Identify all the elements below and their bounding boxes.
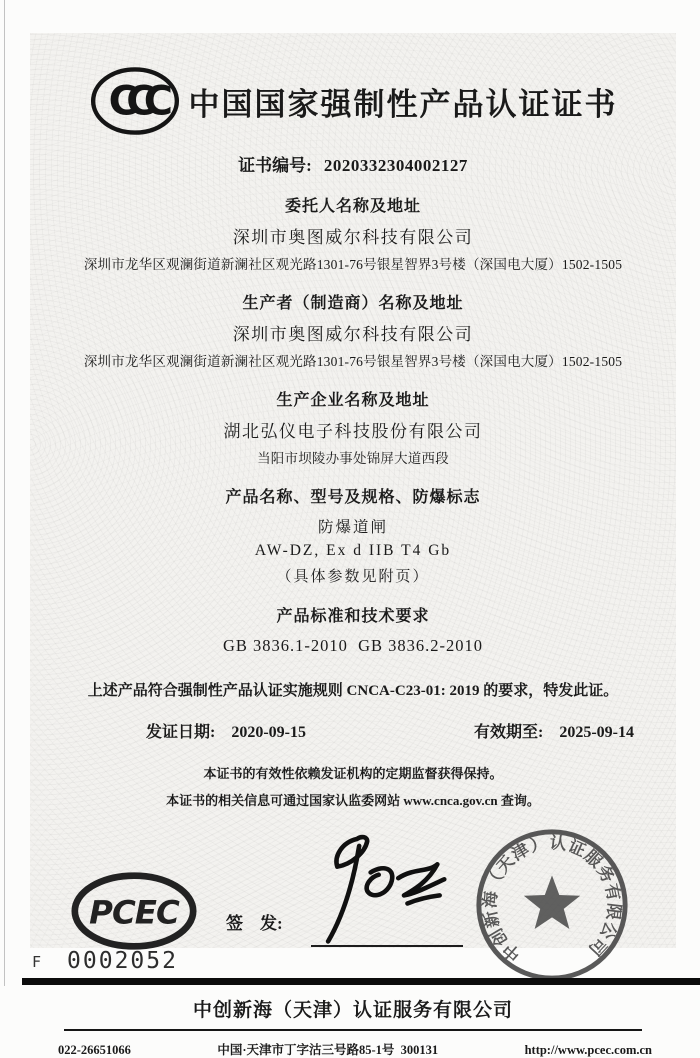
query-note: 本证书的相关信息可通过国家认监委网站 www.cnca.gov.cn 查询。 [166, 793, 540, 808]
sign-issue-label: 签 发: [226, 914, 283, 933]
issue-date-value: 2020-09-15 [231, 724, 306, 741]
compliance-statement: 上述产品符合强制性产品认证实施规则 CNCA-C23-01: 2019 的要求，特发此证。 [87, 683, 619, 699]
certificate-number-label: 证书编号: [238, 156, 312, 175]
ccc-mark-text: CCC [108, 78, 162, 125]
factory-section-label: 生产企业名称及地址 [276, 392, 430, 409]
factory-address: 当阳市坝陵办事处锦屏大道西段 [257, 451, 449, 466]
supervision-note: 本证书的有效性依赖发证机构的定期监督获得保持。 [203, 766, 503, 781]
applicant-address: 深圳市龙华区观澜街道新澜社区观光路1301-76号银星智界3号楼（深国电大厦）1502-1505 [83, 257, 623, 272]
applicant-section-label: 委托人名称及地址 [284, 198, 421, 215]
stamp-star-icon [524, 875, 580, 929]
product-model-exmark: AW-DZ, Ex d IIB T4 Gb [254, 542, 452, 559]
certificate-header [30, 33, 676, 139]
standards-codes: GB 3836.1-2010 GB 3836.2-2010 [222, 636, 484, 655]
ccc-logo-icon [88, 65, 182, 137]
applicant-name: 深圳市奥图威尔科技有限公司 [232, 228, 474, 247]
footer-address: 中国·天津市丁字沽三号路85-1号 300131 [217, 1043, 439, 1057]
valid-until-label: 有效期至: [474, 724, 544, 741]
certificate-number-row [30, 151, 676, 176]
footer-row [30, 1031, 676, 1058]
standards-section-label: 产品标准和技术要求 [276, 608, 430, 625]
issue-date-label: 发证日期: [146, 724, 216, 741]
company-round-stamp [468, 821, 636, 989]
product-section-label: 产品名称、型号及规格、防爆标志 [225, 489, 481, 506]
paper-serial-number [32, 948, 178, 974]
certificate-number-value: 2020332304002127 [323, 156, 468, 175]
producer-name: 深圳市奥图威尔科技有限公司 [232, 325, 474, 344]
stamp-company-text: 中创新海（天津）认证服务有限公司 [480, 833, 624, 965]
dates-row [30, 719, 676, 742]
producer-section-label: 生产者（制造商）名称及地址 [242, 295, 464, 312]
footer-website: http://www.pcec.com.cn [524, 1043, 652, 1057]
serial-digits: 0002052 [67, 948, 178, 974]
producer-address: 深圳市龙华区观澜街道新澜社区观光路1301-76号银星智界3号楼（深国电大厦）1502-1505 [83, 354, 623, 369]
pcec-mark-text: PCEC [89, 893, 179, 932]
footer-phone: 022-26651066 [58, 1043, 131, 1057]
scan-edge-line [4, 0, 5, 986]
scan-bottom-edge [22, 978, 700, 985]
valid-until-value: 2025-09-14 [559, 724, 634, 741]
product-attachment-note: （具体参数见附页） [276, 569, 430, 585]
valid-until-group [474, 719, 634, 742]
issuer-company-name: 中创新海（天津）认证服务有限公司 [192, 1000, 513, 1021]
pcec-logo-icon [66, 869, 202, 953]
serial-prefix: F [32, 953, 42, 971]
certificate-title: 中国国家强制性产品认证证书 [188, 86, 618, 122]
issue-date-group [146, 719, 306, 742]
product-name: 防爆道闸 [317, 519, 388, 536]
factory-name: 湖北弘仪电子科技股份有限公司 [223, 422, 483, 441]
handwritten-signature-yinhong [306, 831, 456, 946]
signature-line [311, 945, 463, 947]
